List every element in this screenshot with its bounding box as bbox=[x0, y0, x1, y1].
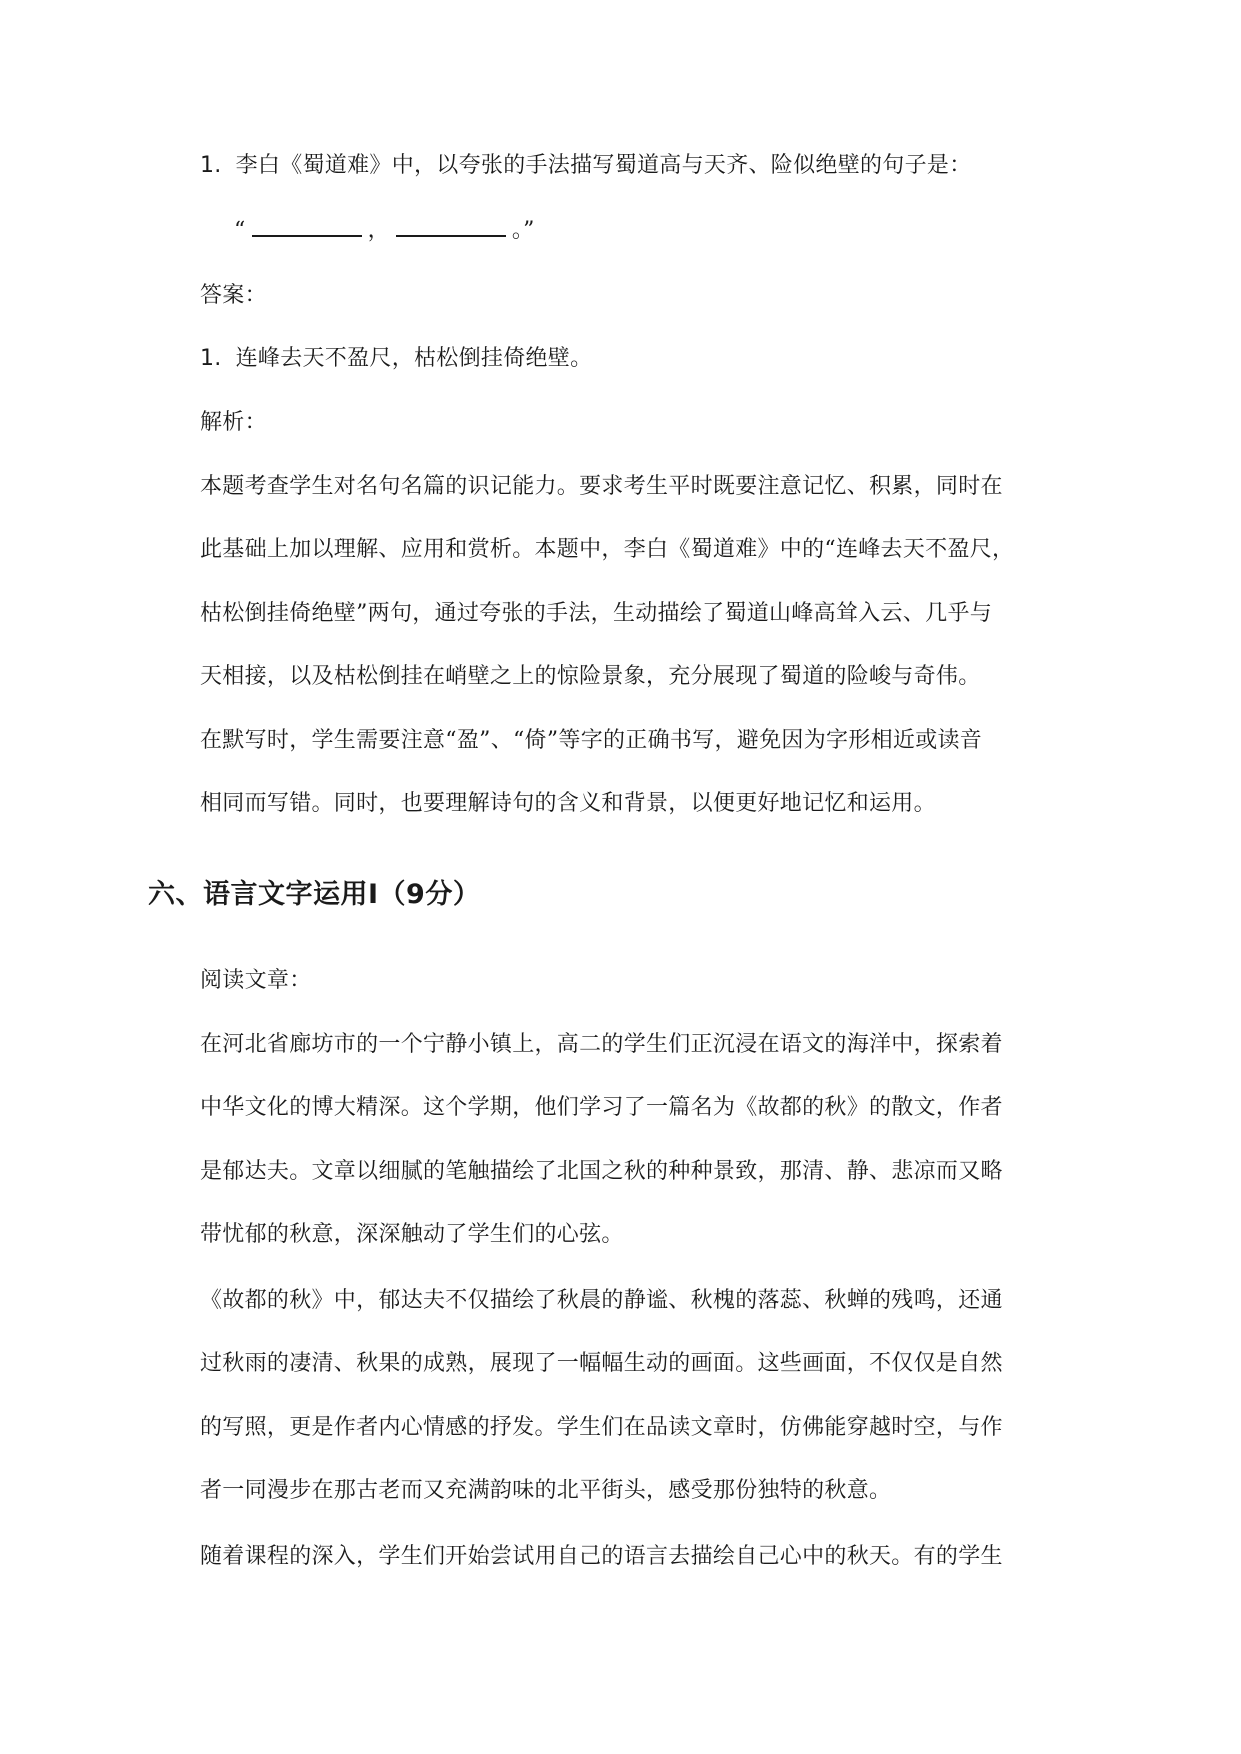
close-quote: 。” bbox=[511, 218, 535, 243]
reading-paragraph-line: 者一同漫步在那古老而又充满韵味的北平街头，感受那份独特的秋意。 bbox=[200, 1478, 892, 1503]
blank-1 bbox=[252, 215, 362, 237]
reading-paragraph-line: 《故都的秋》中，郁达夫不仅描绘了秋晨的静谧、秋槐的落蕊、秋蝉的残鸣，还通 bbox=[200, 1288, 1003, 1313]
answer-text: 连峰去天不盈尺，枯松倒挂倚绝壁。 bbox=[235, 346, 593, 371]
analysis-paragraph-line: 相同而写错。同时，也要理解诗句的含义和背景，以便更好地记忆和运用。 bbox=[200, 791, 936, 816]
question-number: 1. bbox=[200, 153, 222, 178]
analysis-paragraph-line: 此基础上加以理解、应用和赏析。本题中，李白《蜀道难》中的“连峰去天不盈尺， bbox=[200, 537, 1015, 562]
analysis-paragraph-line: 本题考查学生对名句名篇的识记能力。要求考生平时既要注意记忆、积累，同时在 bbox=[200, 474, 1003, 499]
open-quote: “ bbox=[234, 218, 246, 243]
answer-line bbox=[200, 344, 592, 374]
reading-paragraph-line: 随着课程的深入，学生们开始尝试用自己的语言去描绘自己心中的秋天。有的学生 bbox=[200, 1544, 1003, 1569]
reading-paragraph-line: 的写照，更是作者内心情感的抒发。学生们在品读文章时，仿佛能穿越时空，与作 bbox=[200, 1415, 1003, 1440]
answer-label: 答案： bbox=[200, 283, 267, 308]
blank-separator: ， bbox=[367, 218, 390, 243]
reading-paragraph-line: 在河北省廊坊市的一个宁静小镇上，高二的学生们正沉浸在语文的海洋中，探索着 bbox=[200, 1032, 1003, 1057]
reading-label: 阅读文章： bbox=[200, 968, 312, 993]
reading-paragraph-line: 中华文化的博大精深。这个学期，他们学习了一篇名为《故都的秋》的散文，作者 bbox=[200, 1095, 1003, 1120]
reading-paragraph-line: 是郁达夫。文章以细腻的笔触描绘了北国之秋的种种景致，那清、静、悲凉而又略 bbox=[200, 1159, 1003, 1184]
reading-paragraph-line: 带忧郁的秋意，深深触动了学生们的心弦。 bbox=[200, 1222, 624, 1247]
analysis-paragraph-line: 枯松倒挂倚绝壁”两句，通过夸张的手法，生动描绘了蜀道山峰高耸入云、几乎与 bbox=[200, 601, 993, 626]
fill-blank-line bbox=[234, 215, 535, 246]
reading-paragraph-line: 过秋雨的凄清、秋果的成熟，展现了一幅幅生动的画面。这些画面，不仅仅是自然 bbox=[200, 1351, 1003, 1376]
section-heading: 六、语言文字运用Ⅰ（9分） bbox=[148, 879, 481, 910]
blank-2 bbox=[396, 215, 506, 237]
question-line bbox=[200, 151, 972, 181]
analysis-paragraph-line: 在默写时，学生需要注意“盈”、“倚”等字的正确书写，避免因为字形相近或读音 bbox=[200, 728, 983, 753]
analysis-paragraph-line: 天相接，以及枯松倒挂在峭壁之上的惊险景象，充分展现了蜀道的险峻与奇伟。 bbox=[200, 664, 981, 689]
question-text: 李白《蜀道难》中，以夸张的手法描写蜀道高与天齐、险似绝壁的句子是： bbox=[235, 153, 972, 178]
analysis-label: 解析： bbox=[200, 410, 267, 435]
answer-number: 1. bbox=[200, 346, 222, 371]
